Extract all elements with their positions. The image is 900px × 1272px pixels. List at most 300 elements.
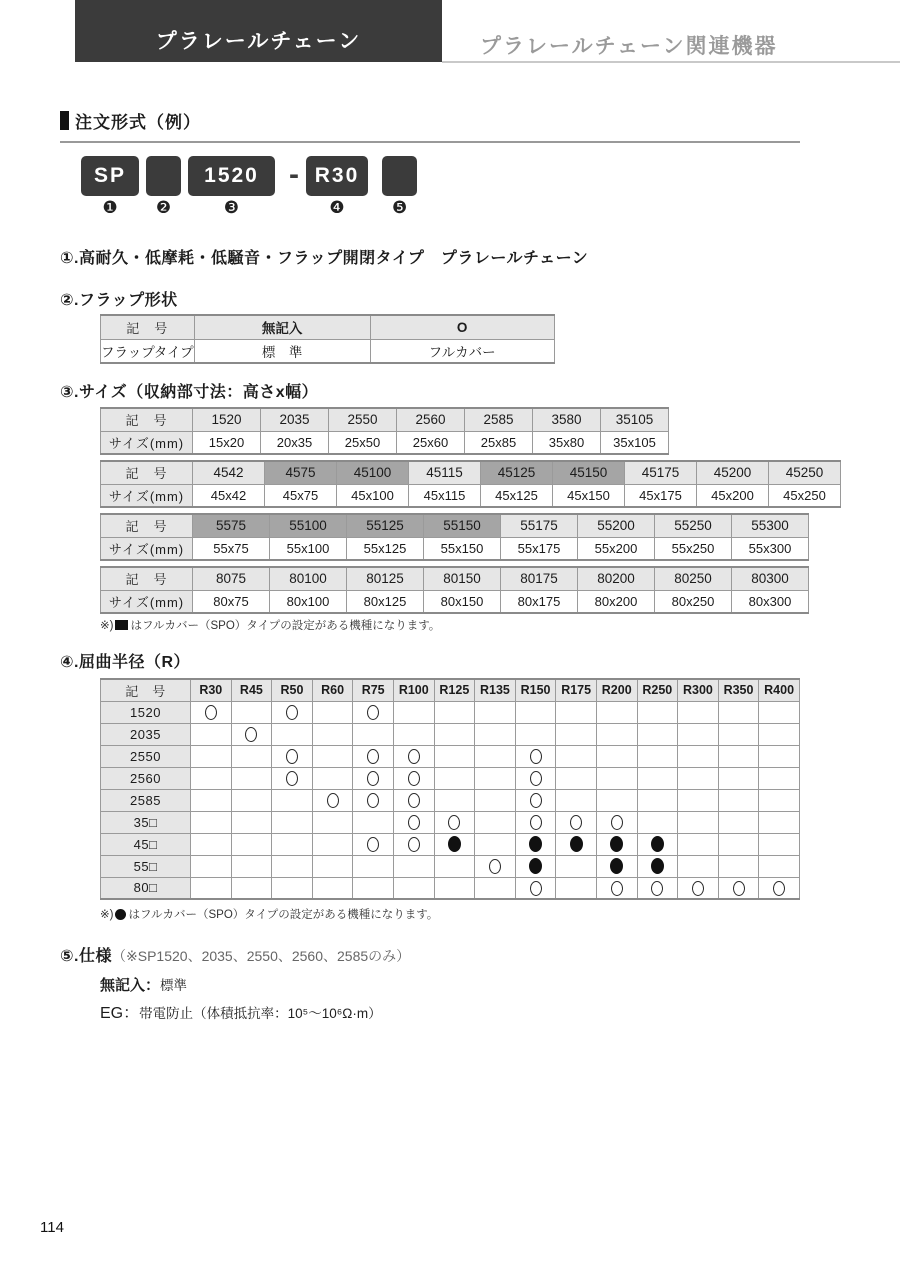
size-mm-cell: 55x175 [501,537,578,560]
bend-mark-cell [596,723,637,745]
bend-mark-cell [475,877,516,899]
size-code-cell: 80200 [578,567,655,590]
filled-circle-icon [570,836,583,852]
bend-radius-table [100,678,800,900]
size-code-cell: 2550 [329,408,397,431]
size-mm-cell: 55x200 [578,537,655,560]
bend-mark-cell [475,811,516,833]
order-box-1 [81,156,139,216]
size-mm-cell: 45x115 [409,484,481,507]
size-mm-cell: 15x20 [193,431,261,454]
size-mm-cell: 80x75 [193,590,270,613]
size-code-cell: 55200 [578,514,655,537]
bend-mark-cell [312,855,353,877]
bend-mark-cell [231,767,272,789]
open-circle-icon [367,705,379,720]
size-code-cell: 55300 [732,514,809,537]
radius-header-cell: R175 [556,679,597,701]
bend-mark-cell [393,833,434,855]
bend-mark-cell [678,701,719,723]
size-code-cell: 55100 [270,514,347,537]
spec-value: 標準 [160,978,188,993]
bend-mark-cell [596,789,637,811]
bend-mark-cell [678,811,719,833]
size-table-2 [100,460,841,508]
size-code-cell: 1520 [193,408,261,431]
bend-mark-cell [637,723,678,745]
size-code-label: 記 号 [101,514,193,537]
open-circle-icon [367,793,379,808]
bend-mark-cell [596,745,637,767]
order-box-3-number: ❸ [223,198,240,217]
bend-row-label: 2035 [101,723,191,745]
bend-mark-cell [678,767,719,789]
bend-mark-cell [596,877,637,899]
bend-row-80 [101,877,800,899]
order-box-2-code [146,156,181,196]
bend-mark-cell [556,789,597,811]
open-circle-icon [530,815,542,830]
spec-value: 帯電防止（体積抵抗率：10⁵～10⁶Ω·m） [139,1006,382,1021]
bend-mark-cell [515,767,556,789]
bend-mark-cell [312,811,353,833]
open-circle-icon [733,881,745,896]
bend-mark-cell [637,833,678,855]
size-mm-cell: 35x80 [533,431,601,454]
bend-mark-cell [191,723,232,745]
bend-mark-cell [353,877,394,899]
section-2-heading [60,287,900,310]
bend-mark-cell [231,833,272,855]
size-mm-cell: 55x125 [347,537,424,560]
size-code-cell: 45100 [337,461,409,484]
open-circle-icon [367,837,379,852]
bend-mark-cell [678,789,719,811]
black-dot-icon [115,909,126,920]
bend-mark-cell [353,767,394,789]
size-mm-cell: 55x250 [655,537,732,560]
flap-code-blank: 無記入 [194,315,370,339]
bend-mark-cell [353,811,394,833]
bend-mark-cell [596,767,637,789]
section-5-number: ⑤. [60,948,79,965]
bend-code-label: 記 号 [101,679,191,701]
section-4-number: ④. [60,654,79,671]
bend-mark-cell [637,701,678,723]
section-2-title: フラップ形状 [79,292,178,309]
radius-header-cell: R100 [393,679,434,701]
bend-mark-cell [434,767,475,789]
open-circle-icon [286,705,298,720]
open-circle-icon [408,771,420,786]
bend-mark-cell [231,745,272,767]
size-code-cell: 4575 [265,461,337,484]
size-code-cell: 80125 [347,567,424,590]
bend-mark-cell [759,701,800,723]
order-box-3 [188,156,275,216]
note-prefix: ※) [100,909,114,921]
bend-mark-cell [556,833,597,855]
size-code-cell: 2585 [465,408,533,431]
size-mm-cell: 55x150 [424,537,501,560]
bend-mark-cell [637,855,678,877]
bend-mark-cell [718,701,759,723]
open-circle-icon [408,749,420,764]
size-code-cell: 80100 [270,567,347,590]
note-text: はフルカバー（SPO）タイプの設定がある機種になります。 [128,909,439,921]
size-code-cell: 45200 [697,461,769,484]
bend-mark-cell [718,767,759,789]
flap-code-label: 記 号 [101,315,195,339]
size-mm-label: サイズ(mm) [101,537,193,560]
bend-mark-cell [272,723,313,745]
radius-header-cell: R135 [475,679,516,701]
order-box-5 [382,156,417,216]
size-mm-cell: 45x125 [481,484,553,507]
size-tables-group [0,407,900,614]
size-mm-cell: 25x85 [465,431,533,454]
radius-header-cell: R300 [678,679,719,701]
order-box-4 [306,156,368,216]
size-mm-cell: 80x150 [424,590,501,613]
bend-mark-cell [434,855,475,877]
size-mm-cell: 45x175 [625,484,697,507]
radius-header-cell: R150 [515,679,556,701]
flap-code-o: O [370,315,554,339]
bend-mark-cell [475,833,516,855]
filled-circle-icon [610,858,623,874]
open-circle-icon [611,881,623,896]
radius-header-cell: R200 [596,679,637,701]
size-code-cell: 45250 [769,461,841,484]
size-mm-cell: 80x250 [655,590,732,613]
bend-mark-cell [191,833,232,855]
bend-mark-cell [272,833,313,855]
order-code-boxes [81,156,900,216]
size-mm-cell: 45x150 [553,484,625,507]
bend-mark-cell [515,811,556,833]
open-circle-icon [489,859,501,874]
bend-mark-cell [353,855,394,877]
order-box-3-code: 1520 [188,156,275,196]
bend-mark-cell [393,767,434,789]
radius-header-cell: R350 [718,679,759,701]
page-number: 114 [40,1219,64,1236]
open-circle-icon [367,771,379,786]
spec-line-eg [100,1000,900,1023]
bend-mark-cell [191,745,232,767]
bend-row-2550 [101,745,800,767]
bend-mark-cell [596,855,637,877]
order-box-1-number: ❶ [102,198,118,217]
bend-mark-cell [272,701,313,723]
bend-mark-cell [596,701,637,723]
bend-mark-cell [272,789,313,811]
size-mm-cell: 55x75 [193,537,270,560]
size-code-cell: 45125 [481,461,553,484]
bend-mark-cell [515,833,556,855]
size-mm-cell: 45x100 [337,484,409,507]
size-tables-note [100,617,900,633]
bend-mark-cell [191,877,232,899]
bend-row-label: 80□ [101,877,191,899]
bend-row-35 [101,811,800,833]
bend-mark-cell [678,723,719,745]
order-box-2-number: ❷ [155,198,172,217]
bend-row-label: 2560 [101,767,191,789]
bend-mark-cell [515,701,556,723]
size-mm-cell: 45x250 [769,484,841,507]
bend-mark-cell [515,855,556,877]
section-3-title: サイズ（収納部寸法：高さx幅） [79,384,319,401]
order-code-dash: - [289,158,299,191]
bend-mark-cell [393,745,434,767]
size-table-4 [100,566,809,614]
size-mm-cell: 55x300 [732,537,809,560]
bend-mark-cell [272,877,313,899]
header-tab-inactive: プラレールチェーン関連機器 [480,35,778,58]
bend-mark-cell [678,745,719,767]
bend-mark-cell [272,811,313,833]
bend-row-2560 [101,767,800,789]
bend-mark-cell [718,855,759,877]
radius-header-cell: R30 [191,679,232,701]
bend-mark-cell [718,789,759,811]
open-circle-icon [367,749,379,764]
size-code-cell: 4542 [193,461,265,484]
bend-mark-cell [191,789,232,811]
size-code-cell: 45175 [625,461,697,484]
size-code-label: 記 号 [101,408,193,431]
bend-mark-cell [759,767,800,789]
bend-mark-cell [637,767,678,789]
bend-row-55 [101,855,800,877]
open-circle-icon [408,793,420,808]
section-5-suffix: （※SP1520、2035、2550、2560、2585のみ） [112,948,411,964]
size-mm-label: サイズ(mm) [101,590,193,613]
size-mm-cell: 80x200 [578,590,655,613]
size-mm-cell: 45x200 [697,484,769,507]
bend-mark-cell [231,877,272,899]
bend-row-2035 [101,723,800,745]
bend-row-2585 [101,789,800,811]
order-format-heading-text: 注文形式（例） [75,113,201,132]
open-circle-icon [530,749,542,764]
bend-mark-cell [191,767,232,789]
bend-mark-cell [475,701,516,723]
size-mm-label: サイズ(mm) [101,431,193,454]
bend-mark-cell [759,723,800,745]
radius-header-cell: R400 [759,679,800,701]
bend-mark-cell [231,811,272,833]
bend-mark-cell [393,723,434,745]
bend-mark-cell [556,855,597,877]
bend-mark-cell [678,877,719,899]
bend-mark-cell [556,811,597,833]
size-mm-cell: 20x35 [261,431,329,454]
bend-mark-cell [272,767,313,789]
bend-mark-cell [191,811,232,833]
bend-mark-cell [434,833,475,855]
size-code-cell: 3580 [533,408,601,431]
header-divider [442,61,900,63]
bend-row-label: 45□ [101,833,191,855]
size-code-label: 記 号 [101,461,193,484]
size-code-cell: 45115 [409,461,481,484]
order-box-5-code [382,156,417,196]
bend-mark-cell [434,723,475,745]
open-circle-icon [408,815,420,830]
bend-mark-cell [353,833,394,855]
order-box-4-number: ❹ [329,198,345,217]
size-mm-cell: 35x105 [601,431,669,454]
section-5-title: 仕様 [79,948,113,965]
filled-circle-icon [651,858,664,874]
flap-type-table [100,314,555,364]
size-code-cell: 55250 [655,514,732,537]
bend-mark-cell [434,701,475,723]
note-prefix: ※) [100,620,114,632]
bend-mark-cell [312,833,353,855]
open-circle-icon [611,815,623,830]
bend-mark-cell [475,767,516,789]
size-mm-cell: 25x60 [397,431,465,454]
bend-mark-cell [191,855,232,877]
section-1-heading [60,245,900,268]
bend-row-label: 1520 [101,701,191,723]
bend-mark-cell [434,811,475,833]
bend-mark-cell [515,877,556,899]
square-bullet-icon [60,111,69,130]
filled-circle-icon [529,858,542,874]
open-circle-icon [408,837,420,852]
size-code-label: 記 号 [101,567,193,590]
bend-mark-cell [556,877,597,899]
bend-mark-cell [231,723,272,745]
size-code-cell: 80250 [655,567,732,590]
bend-mark-cell [312,723,353,745]
size-mm-cell: 45x75 [265,484,337,507]
flap-type-standard: 標 準 [194,339,370,363]
size-code-cell: 80150 [424,567,501,590]
bend-mark-cell [759,855,800,877]
bend-row-label: 35□ [101,811,191,833]
open-circle-icon [327,793,339,808]
radius-header-cell: R60 [312,679,353,701]
section-4-title: 屈曲半径（R） [79,654,191,671]
bend-mark-cell [678,833,719,855]
size-mm-cell: 80x300 [732,590,809,613]
bend-mark-cell [718,877,759,899]
open-circle-icon [530,793,542,808]
open-circle-icon [651,881,663,896]
section-1-number: ①. [60,250,79,267]
filled-circle-icon [448,836,461,852]
bend-mark-cell [475,789,516,811]
bend-mark-cell [312,745,353,767]
size-mm-cell: 25x50 [329,431,397,454]
size-mm-cell: 80x175 [501,590,578,613]
bend-mark-cell [515,745,556,767]
size-mm-cell: 80x100 [270,590,347,613]
open-circle-icon [286,771,298,786]
bend-mark-cell [637,811,678,833]
section-5-heading [60,943,900,966]
bend-mark-cell [759,745,800,767]
bend-mark-cell [759,789,800,811]
bend-mark-cell [231,789,272,811]
bend-mark-cell [191,701,232,723]
radius-header-cell: R75 [353,679,394,701]
bend-mark-cell [434,745,475,767]
bend-mark-cell [393,855,434,877]
black-square-icon [115,620,128,630]
bend-mark-cell [312,701,353,723]
bend-mark-cell [475,723,516,745]
bend-row-label: 2585 [101,789,191,811]
order-format-heading [60,108,800,143]
bend-mark-cell [556,767,597,789]
size-code-cell: 35105 [601,408,669,431]
bend-mark-cell [718,745,759,767]
order-box-5-number: ❺ [391,198,408,217]
bend-mark-cell [718,723,759,745]
note-text: はフルカバー（SPO）タイプの設定がある機種になります。 [130,620,441,632]
header-tab-active [75,0,442,62]
open-circle-icon [245,727,257,742]
filled-circle-icon [529,836,542,852]
bend-mark-cell [475,745,516,767]
spec-key: EG： [100,1005,140,1022]
bend-mark-cell [393,789,434,811]
radius-header-cell: R50 [272,679,313,701]
section-2-number: ②. [60,292,79,309]
radius-header-cell: R125 [434,679,475,701]
bend-mark-cell [312,877,353,899]
bend-mark-cell [475,855,516,877]
bend-mark-cell [393,811,434,833]
radius-header-cell: R45 [231,679,272,701]
bend-mark-cell [515,723,556,745]
bend-mark-cell [596,811,637,833]
bend-mark-cell [759,877,800,899]
bend-row-label: 2550 [101,745,191,767]
open-circle-icon [205,705,217,720]
bend-mark-cell [353,723,394,745]
bend-mark-cell [718,833,759,855]
size-mm-label: サイズ(mm) [101,484,193,507]
bend-mark-cell [312,767,353,789]
size-code-cell: 8075 [193,567,270,590]
bend-mark-cell [637,745,678,767]
bend-row-label: 55□ [101,855,191,877]
open-circle-icon [692,881,704,896]
bend-mark-cell [556,723,597,745]
section-4-heading [60,649,900,672]
bend-mark-cell [393,877,434,899]
bend-row-45 [101,833,800,855]
size-mm-cell: 80x125 [347,590,424,613]
bend-mark-cell [556,745,597,767]
size-code-cell: 80175 [501,567,578,590]
open-circle-icon [773,881,785,896]
filled-circle-icon [651,836,664,852]
size-code-cell: 55175 [501,514,578,537]
size-mm-cell: 55x100 [270,537,347,560]
bend-mark-cell [272,745,313,767]
bend-mark-cell [718,811,759,833]
filled-circle-icon [610,836,623,852]
